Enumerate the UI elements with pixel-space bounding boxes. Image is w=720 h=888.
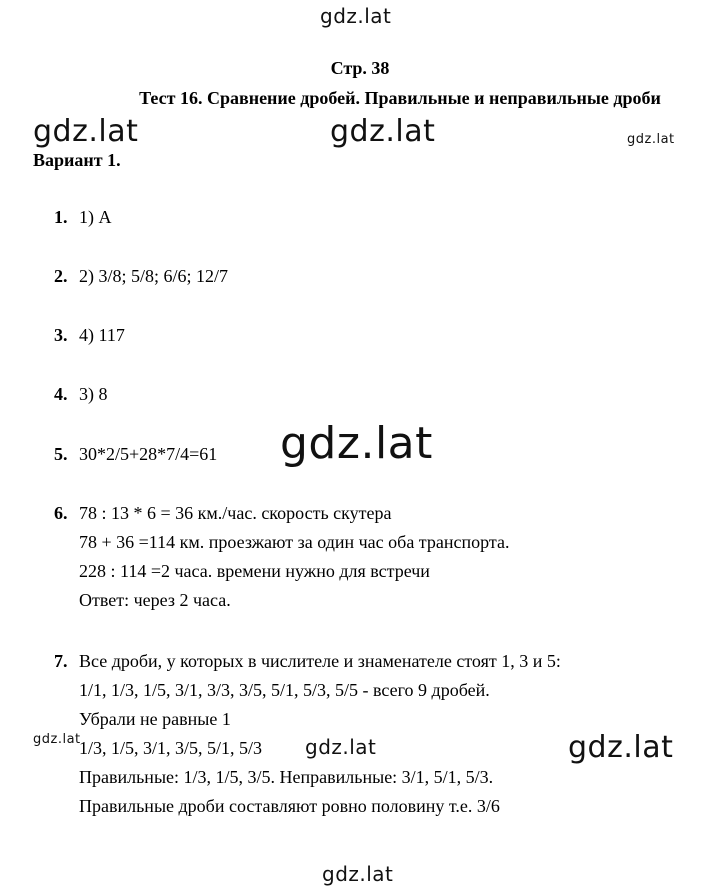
item-line: 2) 3/8; 5/8; 6/6; 12/7 bbox=[79, 266, 229, 286]
item-number: 3. bbox=[54, 325, 68, 345]
item-line: 1/3, 1/5, 3/1, 3/5, 5/1, 5/3 bbox=[79, 738, 263, 758]
item-line: 1/1, 1/3, 1/5, 3/1, 3/3, 3/5, 5/1, 5/3, 5/5 - всего 9 дробей. bbox=[79, 680, 490, 700]
item-number: 6. bbox=[54, 503, 68, 523]
variant-label: Вариант 1. bbox=[33, 150, 121, 170]
watermark-bottom: gdz.lat bbox=[322, 862, 394, 886]
item-number: 2. bbox=[54, 266, 68, 286]
item-line: 78 : 13 * 6 = 36 км./час. скорость скутера bbox=[79, 503, 392, 523]
watermark-row1-right: gdz.lat bbox=[627, 132, 675, 147]
item-number: 4. bbox=[54, 384, 68, 404]
test-title: Тест 16. Сравнение дробей. Правильные и неправильные дроби bbox=[139, 88, 661, 108]
item-line: 3) 8 bbox=[79, 384, 108, 404]
item-line: 78 + 36 =114 км. проезжают за один час оба транспорта. bbox=[79, 532, 510, 552]
item-line: Правильные дроби составляют ровно половину т.е. 3/6 bbox=[79, 796, 500, 816]
page-number: Стр. 38 bbox=[330, 58, 390, 78]
answer-item-1 bbox=[54, 203, 112, 232]
item-line: Правильные: 1/3, 1/5, 3/5. Неправильные: 3/1, 5/1, 5/3. bbox=[79, 767, 494, 787]
item-line: 30*2/5+28*7/4=61 bbox=[79, 444, 218, 464]
item-line: 4) 117 bbox=[79, 325, 125, 345]
item-line: Все дроби, у которых в числителе и знаменателе стоят 1, 3 и 5: bbox=[79, 651, 561, 671]
item-line: 1) А bbox=[79, 207, 112, 227]
answer-item-7 bbox=[54, 647, 561, 821]
answer-item-3 bbox=[54, 321, 125, 350]
answer-item-5 bbox=[54, 440, 217, 469]
watermark-middle: gdz.lat bbox=[280, 418, 433, 469]
answer-item-4 bbox=[54, 380, 108, 409]
answer-item-2 bbox=[54, 262, 228, 291]
watermark-row1-left: gdz.lat bbox=[33, 114, 139, 149]
answer-item-6 bbox=[54, 499, 509, 615]
watermark-row1-center: gdz.lat bbox=[330, 114, 436, 149]
item-number: 5. bbox=[54, 444, 68, 464]
item-number: 1. bbox=[54, 207, 68, 227]
watermark-row2-center: gdz.lat bbox=[305, 735, 377, 759]
watermark-row2-left: gdz.lat bbox=[33, 732, 81, 747]
item-line: Убрали не равные 1 bbox=[79, 709, 231, 729]
item-line: Ответ: через 2 часа. bbox=[79, 590, 231, 610]
watermark-top: gdz.lat bbox=[320, 4, 392, 28]
item-line: 228 : 114 =2 часа. времени нужно для встречи bbox=[79, 561, 430, 581]
watermark-row2-right: gdz.lat bbox=[568, 730, 674, 765]
item-number: 7. bbox=[54, 651, 68, 671]
